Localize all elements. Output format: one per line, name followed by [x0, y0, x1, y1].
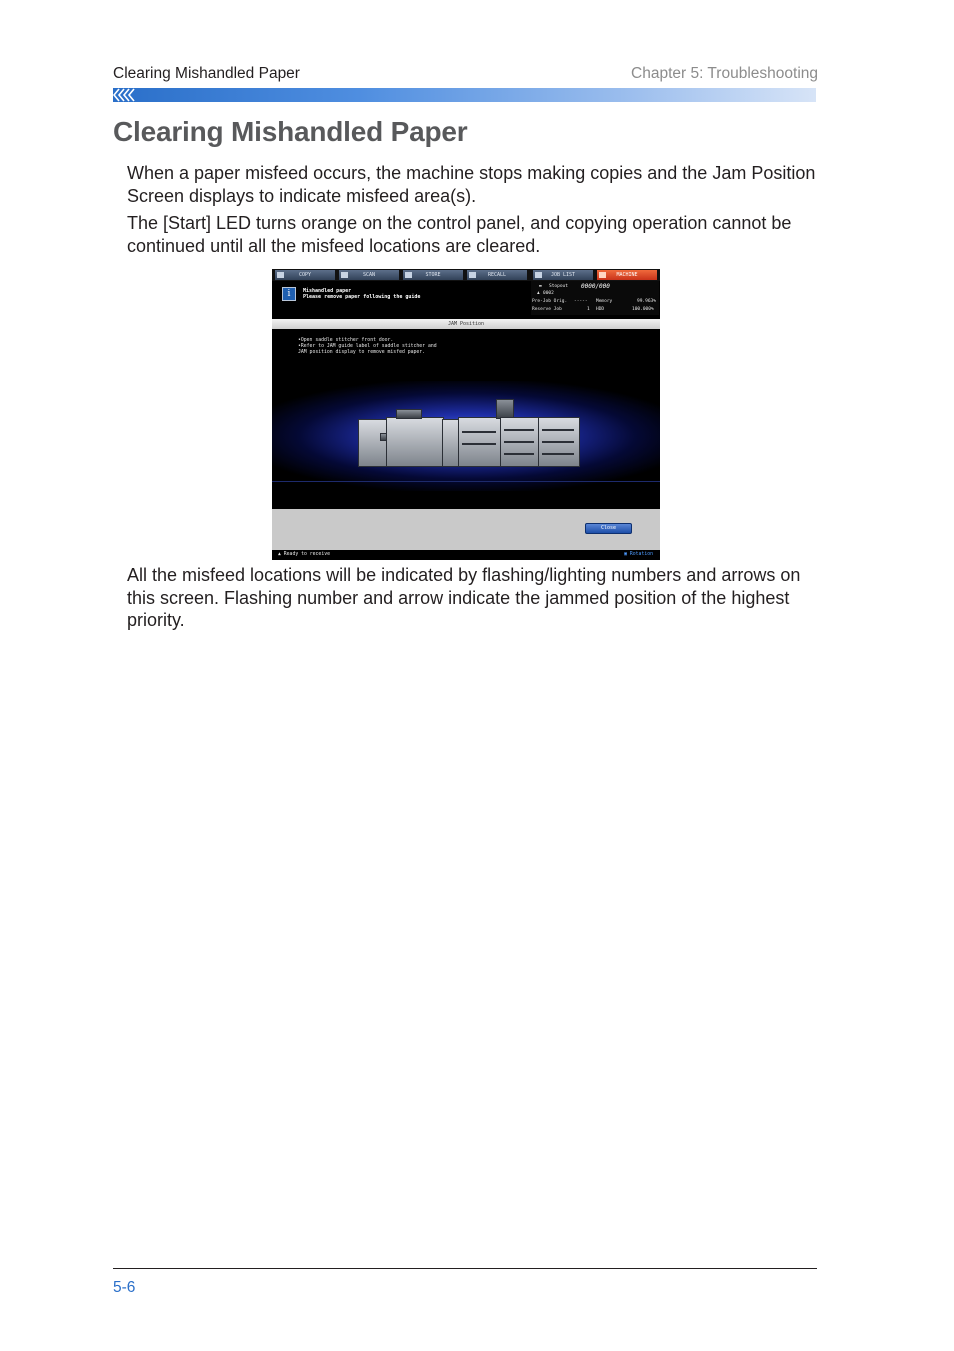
- prejob-label: Pre-Job Orig.: [532, 299, 568, 304]
- user-icon: ♟: [537, 291, 540, 296]
- footer-rule: [113, 1268, 817, 1269]
- tab-machine[interactable]: [597, 270, 657, 280]
- rotation-text: Rotation: [629, 552, 653, 557]
- floor-line: [272, 481, 660, 482]
- hdd-value: 100.000%: [632, 307, 654, 312]
- reserve-job-label: Reserve Job: [532, 307, 562, 312]
- body-paragraph: All the misfeed locations will be indicated by flashing/lighting numbers and arrows on this screen. Flashing number and arrow indicate the jammed position of the highest priority.: [127, 565, 801, 630]
- header-gradient-bar: [113, 88, 816, 102]
- screen-status-bar: [272, 550, 660, 560]
- tab-label: JOB LIST: [550, 272, 576, 278]
- drawer-line: [504, 453, 534, 455]
- prejob-value: -----: [574, 299, 588, 304]
- instruction-line: •Refer to JAM guide label of saddle stitcher and: [298, 344, 437, 349]
- drawer-line: [462, 443, 496, 445]
- tab-label: SCAN: [362, 272, 376, 278]
- main-body-unit: [386, 417, 444, 467]
- body-paragraph: When a paper misfeed occurs, the machine stops making copies and the Jam Position Screen displays to indicate misfeed area(s).: [127, 163, 816, 206]
- hdd-label: HDD: [596, 307, 605, 312]
- section-title: Clearing Mishandled Paper: [113, 116, 468, 147]
- ready-status: ▲ Ready to receive: [278, 552, 330, 557]
- tab-copy[interactable]: [275, 270, 335, 280]
- memory-value: 99.963%: [637, 299, 656, 304]
- tab-scan[interactable]: [339, 270, 399, 280]
- close-button[interactable]: Close: [585, 523, 632, 534]
- stopout-label: Stopout: [549, 284, 568, 289]
- instruction-line: JAM position display to remove misfed paper.: [298, 350, 426, 355]
- rotation-indicator[interactable]: ▣ Rotation: [624, 552, 653, 557]
- output-tray-icon: ▬: [539, 284, 542, 289]
- store-icon: [405, 272, 412, 278]
- scanner-unit: [396, 409, 422, 419]
- tab-label: MACHINE: [616, 272, 638, 278]
- message-area: [273, 281, 530, 315]
- tab-store[interactable]: [403, 270, 463, 280]
- tab-label: COPY: [298, 272, 312, 278]
- status-panel: [531, 281, 659, 315]
- tab-bar: [272, 269, 660, 281]
- machine-icon: [599, 272, 606, 278]
- drawer-line: [504, 441, 534, 443]
- drawer-line: [462, 431, 496, 433]
- tab-label: RECALL: [487, 272, 507, 278]
- drawer-line: [542, 429, 574, 431]
- chevron-decoration-icon: [113, 88, 135, 102]
- page-number: 5-6: [113, 1279, 136, 1296]
- user-number: 0002: [543, 291, 554, 296]
- jam-diagram-area: [272, 331, 660, 509]
- info-icon: i: [282, 287, 296, 301]
- recall-icon: [469, 272, 476, 278]
- drawer-line: [542, 441, 574, 443]
- scan-icon: [341, 272, 348, 278]
- drawer-line: [504, 429, 534, 431]
- tab-job-list[interactable]: [533, 270, 593, 280]
- jam-position-screenshot: [272, 269, 660, 560]
- drawer-line: [542, 453, 574, 455]
- copy-icon: [277, 272, 284, 278]
- running-header-right: Chapter 5: Troubleshooting: [631, 65, 818, 82]
- tab-recall[interactable]: [467, 270, 527, 280]
- tab-label: STORE: [425, 272, 441, 278]
- memory-label: Memory: [596, 299, 613, 304]
- panel-title: JAM Position: [272, 319, 660, 329]
- body-paragraph: The [Start] LED turns orange on the control panel, and copying operation cannot be continued until all the misfeed locations are cleared.: [127, 213, 792, 256]
- ready-status-text: Ready to receive: [283, 552, 330, 557]
- instruction-line: •Open saddle stitcher front door.: [298, 338, 394, 343]
- bottom-panel: [272, 509, 660, 550]
- stacker-unit: [458, 417, 502, 467]
- feeder-unit: [358, 419, 388, 467]
- message-title: Mishandled paper: [303, 288, 352, 294]
- job-list-icon: [535, 272, 542, 278]
- message-detail: Please remove paper following the guide: [303, 294, 421, 300]
- reserve-job-value: 1: [587, 307, 590, 312]
- saddle-stitcher-top: [496, 399, 514, 419]
- copy-counter: 0000/000: [581, 283, 610, 290]
- running-header-left: Clearing Mishandled Paper: [113, 65, 300, 82]
